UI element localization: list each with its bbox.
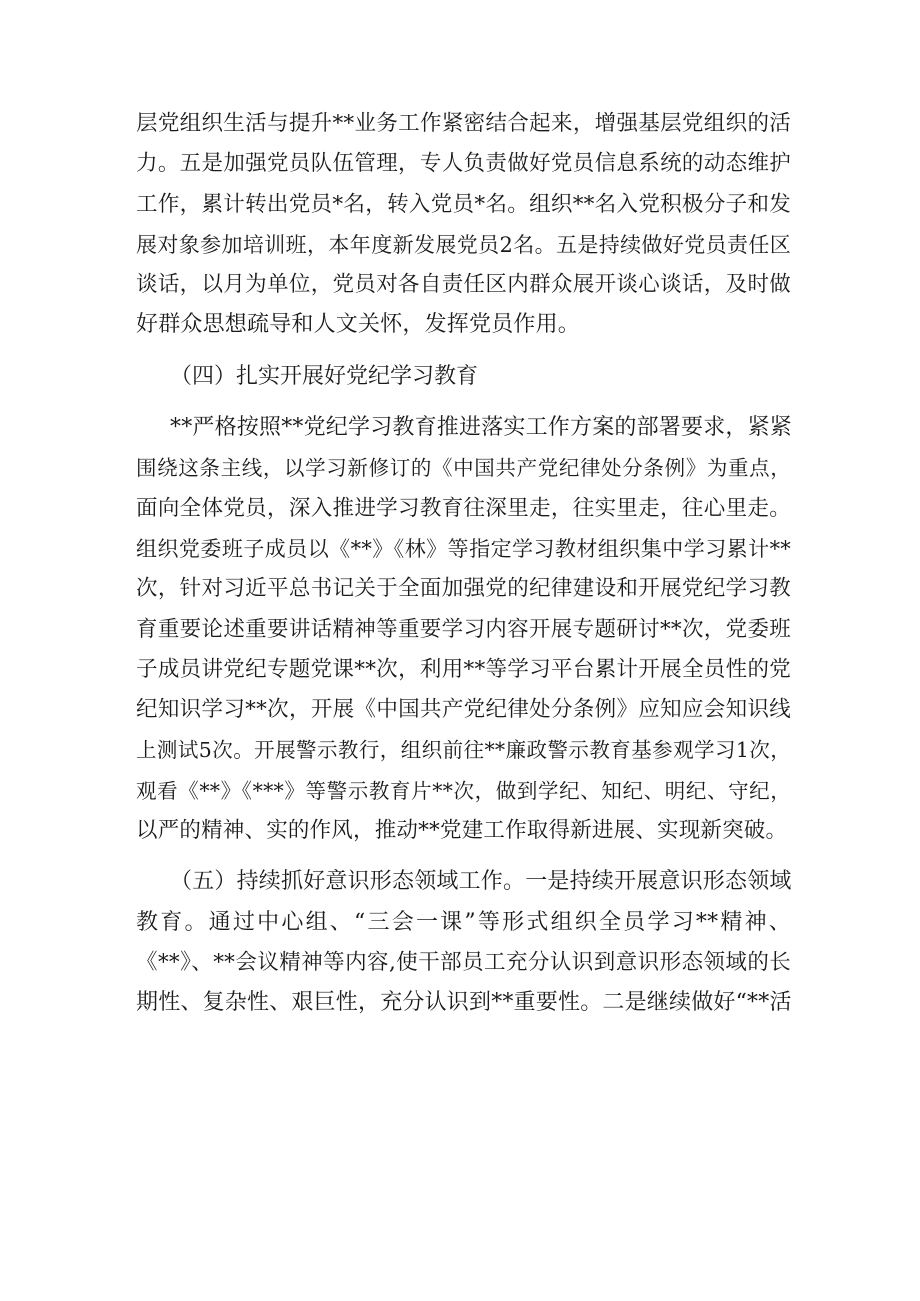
text-line: 展对象参加培训班，本年度新发展党员2名。五是持续做好党员责任区 <box>136 232 791 257</box>
text-line: 次，针对习近平总书记关于全面加强党的纪律建设和开展党纪学习教 <box>136 576 791 602</box>
text-line: 子成员讲党纪专题党课**次，利用**等学习平台累计开展全员性的党 <box>136 656 791 682</box>
text-line: 好群众思想疏导和人文关怀，发挥党员作用。 <box>136 312 581 338</box>
text-line: 力。五是加强党员队伍管理，专人负责做好党员信息系统的动态维护 <box>136 151 791 177</box>
text-line: 组织党委班子成员以《**》《林》等指定学习教材组织集中学习累计** <box>136 536 791 561</box>
text-line: 层党组织生活与提升**业务工作紧密结合起来，增强基层党组织的活 <box>136 111 791 136</box>
paragraph-ideology-work <box>136 862 791 1023</box>
section-heading-4: （四）扎实开展好党纪学习教育 <box>170 363 479 389</box>
text-line: （五）持续抓好意识形态领域工作。一是持续开展意识形态领域 <box>170 869 792 895</box>
text-line: 观看《**》《***》等警示教育片**次，做到学纪、知纪、明纪、守纪， <box>136 778 791 803</box>
text-line: 教育。通过中心组、“三会一课”等形式组织全员学习**精神、 <box>136 909 791 935</box>
text-line: 育重要论述重要讲话精神等重要学习内容开展专题研讨**次，党委班 <box>136 616 791 642</box>
text-line: 上测试5次。开展警示教行，组织前往**廉政警示教育基参观学习1次， <box>136 738 791 763</box>
paragraph-party-organization <box>136 104 791 346</box>
text-line: **严格按照**党纪学习教育推进落实工作方案的部署要求，紧紧 <box>170 415 793 441</box>
text-line: 谈话，以月为单位，党员对各自责任区内群众展开谈心谈话，及时做 <box>136 272 791 298</box>
document-body <box>136 104 791 1035</box>
text-line: 工作，累计转出党员*名，转入党员*名。组织**名入党积极分子和发 <box>136 191 791 217</box>
text-line: 《**》、**会议精神等内容,使干部员工充分认识到意识形态领域的长 <box>136 949 791 975</box>
text-line: 以严的精神、实的作风，推动**党建工作取得新进展、实现新突破。 <box>136 818 788 844</box>
text-line: 期性、复杂性、艰巨性，充分认识到**重要性。二是继续做好“**活 <box>136 990 792 1016</box>
text-line: 面向全体党员，深入推进学习教育往深里走，往实里走，往心里走。 <box>136 495 791 521</box>
text-line: 围绕这条主线，以学习新修订的《中国共产党纪律处分条例》为重点， <box>136 456 791 481</box>
text-line: 纪知识学习**次，开展《中国共产党纪律处分条例》应知应会知识线 <box>136 697 791 723</box>
paragraph-discipline-education <box>136 408 791 851</box>
